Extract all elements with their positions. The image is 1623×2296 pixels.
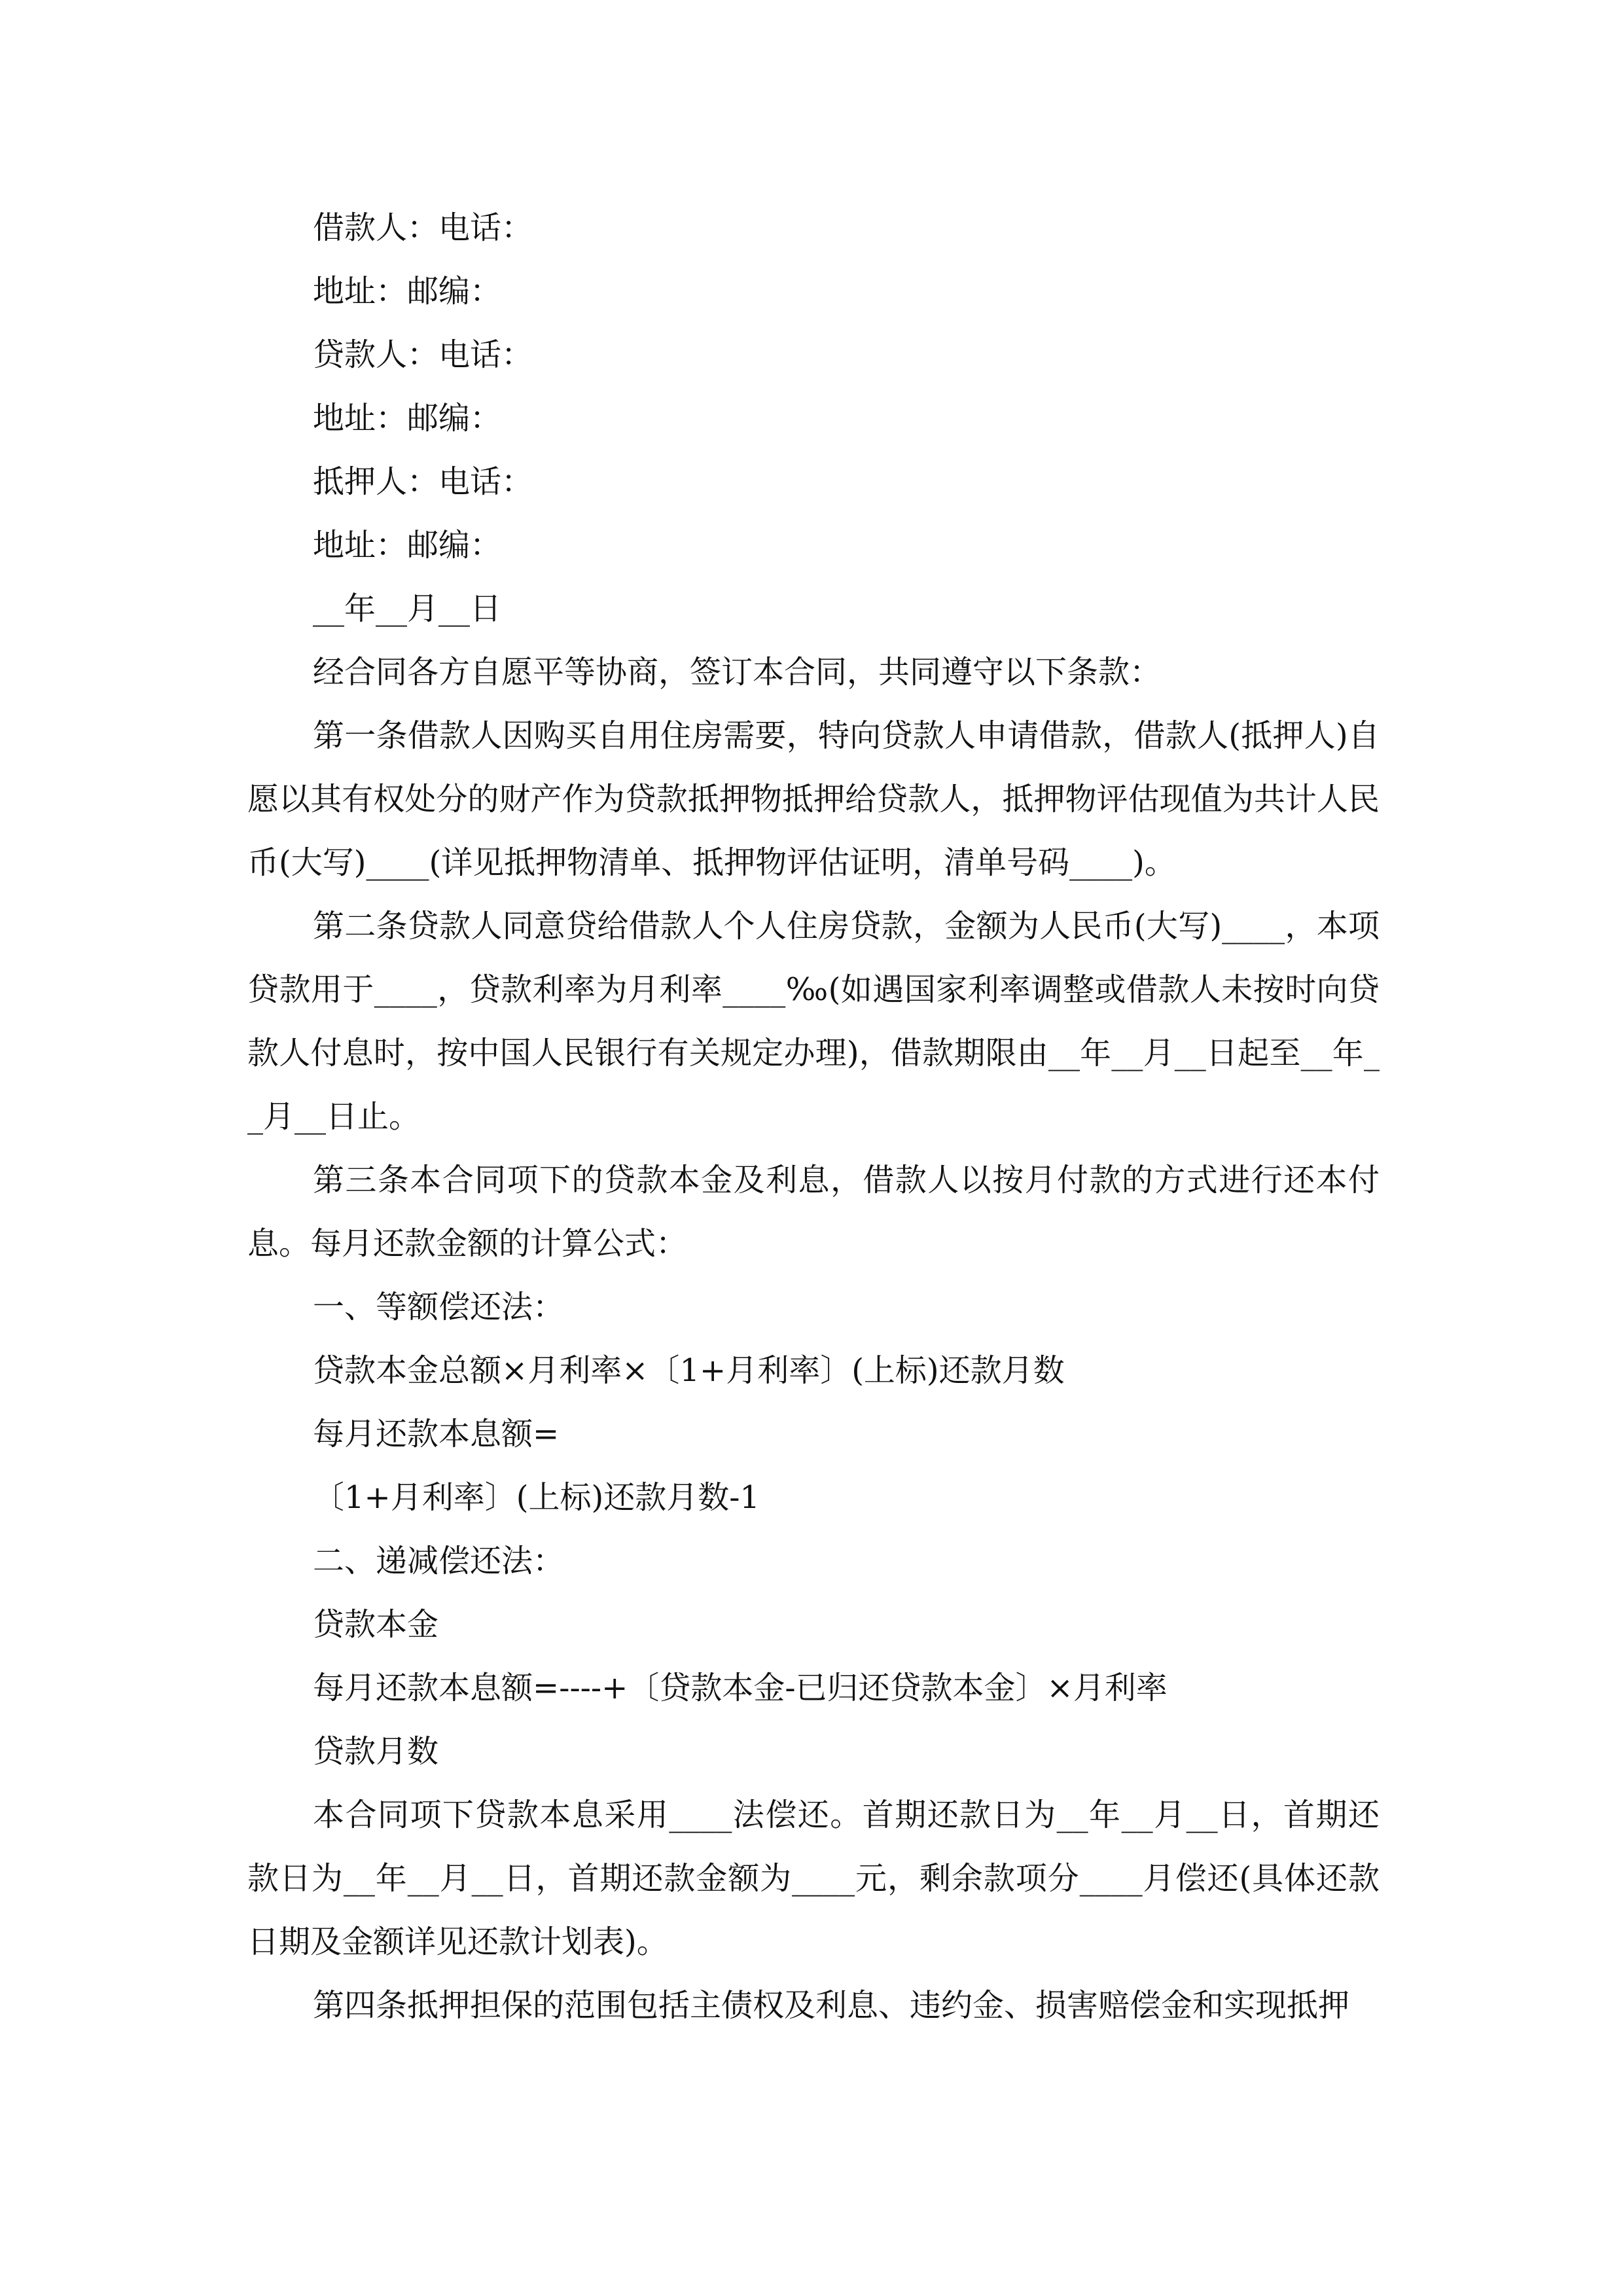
borrower-phone-line: 借款人：电话：: [313, 209, 533, 246]
lender-address-line: 地址：邮编：: [313, 400, 502, 437]
article-3-paragraph: 第三条本合同项下的贷款本金及利息，借款人以按月付款的方式进行还本付息。每月还款金额的计算公式：: [247, 1162, 1380, 1262]
formula-denominator-line: 〔1+月利率〕(上标)还款月数-1: [313, 1479, 760, 1516]
declining-formula-denominator-line: 贷款月数: [313, 1733, 439, 1770]
mortgagor-phone-line: 抵押人：电话：: [313, 463, 533, 500]
document-body: [247, 196, 1380, 2037]
article-2-paragraph: 第二条贷款人同意贷给借款人个人住房贷款，金额为人民币(大写)____，本项贷款用于____，贷款利率为月利率____‰(如遇国家利率调整或借款人未按时向贷款人付息时，按中国人民银行有关规定办理)，借款期限由__年__月__日起至__年__月__日止。: [247, 908, 1380, 1135]
formula-numerator-line: 贷款本金总额×月利率×〔1+月利率〕(上标)还款月数: [313, 1352, 1065, 1389]
declining-repayment-heading: 二、递减偿还法：: [313, 1543, 565, 1579]
declining-formula-numerator-line: 贷款本金: [313, 1606, 439, 1643]
repayment-paragraph: 本合同项下贷款本息采用____法偿还。首期还款日为__年__月__日，首期还款日为__年__月__日，首期还款金额为____元，剩余款项分____月偿还(具体还款日期及金额详见还款计划表)。: [247, 1797, 1380, 1960]
mortgagor-address-line: 地址：邮编：: [313, 527, 502, 564]
equal-repayment-heading: 一、等额偿还法：: [313, 1289, 565, 1325]
lender-phone-line: 贷款人：电话：: [313, 336, 533, 373]
date-line: __年__月__日: [313, 590, 502, 627]
formula-monthly-payment-line: 每月还款本息额=: [313, 1416, 560, 1452]
borrower-address-line: 地址：邮编：: [313, 273, 502, 310]
article-1-paragraph: 第一条借款人因购买自用住房需要，特向贷款人申请借款，借款人(抵押人)自愿以其有权处分的财产作为贷款抵押物抵押给贷款人，抵押物评估现值为共计人民币(大写)____(详见抵押物清单、抵押物评估证明，清单号码____)。: [247, 717, 1380, 881]
preamble-line: 经合同各方自愿平等协商，签订本合同，共同遵守以下条款：: [313, 654, 1162, 691]
article-4-paragraph: 第四条抵押担保的范围包括主债权及利息、违约金、损害赔偿金和实现抵押: [313, 1987, 1350, 2024]
declining-formula-main-line: 每月还款本息额=----+〔贷款本金-已归还贷款本金〕×月利率: [313, 1670, 1168, 1706]
